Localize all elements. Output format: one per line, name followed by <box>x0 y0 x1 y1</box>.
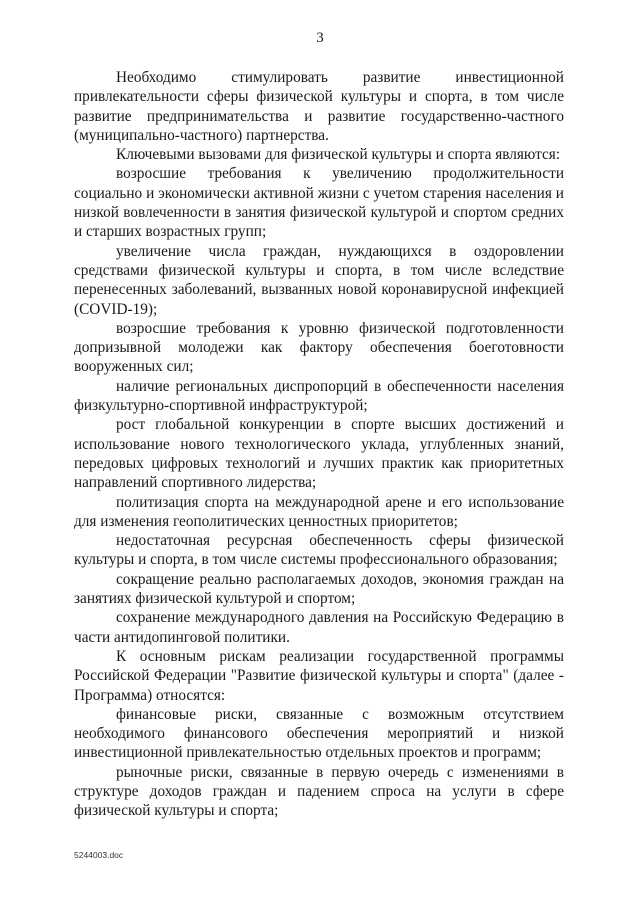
page-number: 3 <box>316 30 324 46</box>
list-item-aging-population: возросшие требования к увеличению продолжительности социально и экономически активной жизни с учетом старения населения и низкой вовлеченности в занятия физической культурой и спортом средних и старших возрастных групп; <box>74 165 564 241</box>
list-item-market-risks: рыночные риски, связанные в первую очередь с изменениями в структуре доходов граждан и падением спроса на услуги в сфере физической культуры и спорта; <box>74 763 564 820</box>
document-code: 5244003.doc <box>74 850 124 860</box>
list-item-pre-conscription-fitness: возросшие требования к уровню физической подготовленности допризывной молодежи как фактору обеспечения боеготовности вооруженных сил; <box>74 319 564 376</box>
paragraph-program-risks-intro: К основным рискам реализации государственной программы Российской Федерации "Развитие физической культуры и спорта" (далее - Программа) относятся: <box>74 647 564 704</box>
list-item-global-competition: рост глобальной конкуренции в спорте высших достижений и использование нового технологического уклада, углубленных знаний, передовых цифровых технологий и лучших практик как приоритетных направлений спортивного лидерства; <box>74 416 564 492</box>
paragraph-investment: Необходимо стимулировать развитие инвестиционной привлекательности сферы физической культуры и спорта, в том числе развитие предпринимательства и развитие государственно-частного (муниципально-частного) партнерства. <box>74 69 564 144</box>
document-body <box>74 68 564 821</box>
list-item-antidoping-pressure: сохранение международного давления на Российскую Федерацию в части антидопинговой политики. <box>74 609 564 646</box>
list-item-regional-disparities: наличие региональных диспропорций в обеспеченности населения физкультурно-спортивной инфраструктурой; <box>74 377 564 415</box>
list-item-politicization: политизация спорта на международной арене и его использование для изменения геополитических ценностных приоритетов; <box>74 493 564 530</box>
list-item-resource-insufficiency: недостаточная ресурсная обеспеченность сферы физической культуры и спорта, в том числе системы профессионального образования; <box>74 532 564 569</box>
list-item-financial-risks: финансовые риски, связанные с возможным отсутствием необходимого финансового обеспечения мероприятий и низкой инвестиционной привлекательностью отдельных проектов и программ; <box>74 705 564 762</box>
paragraph-key-challenges-intro: Ключевыми вызовами для физической культуры и спорта являются: <box>116 146 561 164</box>
list-item-health-recovery: увеличение числа граждан, нуждающихся в оздоровлении средствами физической культуры и спорта, в том числе вследствие перенесенных заболеваний, вызванных новой коронавирусной инфекцией (COVID-19); <box>74 242 564 318</box>
list-item-income-reduction: сокращение реально располагаемых доходов, экономия граждан на занятиях физической культурой и спортом; <box>74 570 564 608</box>
